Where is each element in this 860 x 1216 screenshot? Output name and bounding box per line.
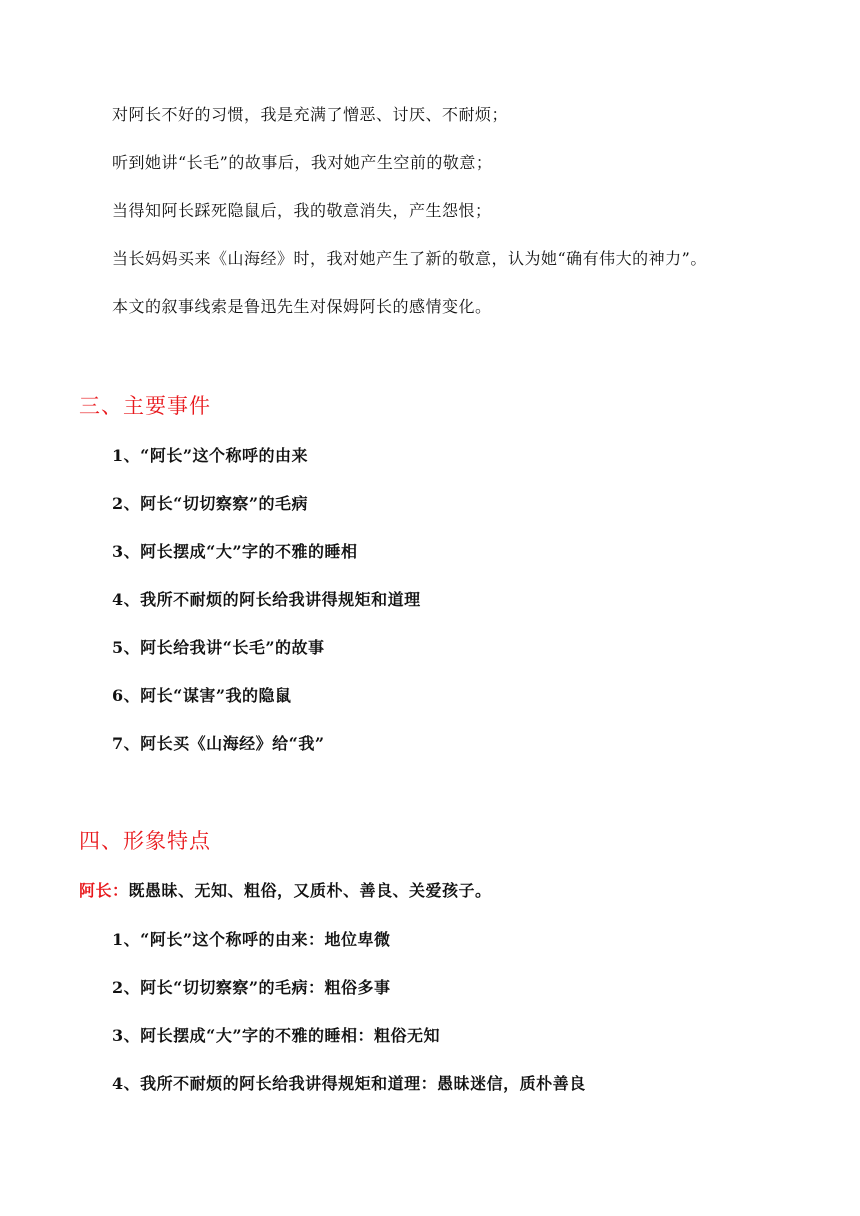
events-heading: 三、主要事件 xyxy=(79,394,211,418)
trait-item-2: 2、阿长“切切察察”的毛病：粗俗多事 xyxy=(112,978,391,997)
role-summary-line xyxy=(79,880,492,902)
event-item-6: 6、阿长“谋害”我的隐鼠 xyxy=(112,686,292,705)
event-item-2: 2、阿长“切切察察”的毛病 xyxy=(112,494,309,513)
event-item-3: 3、阿长摆成“大”字的不雅的睡相 xyxy=(112,542,358,561)
event-item-1: 1、“阿长”这个称呼的由来 xyxy=(112,446,309,465)
clue-line-2: 听到她讲“长毛”的故事后，我对她产生空前的敬意； xyxy=(112,153,493,172)
event-item-7: 7、阿长买《山海经》给“我” xyxy=(112,734,325,753)
event-item-4: 4、我所不耐烦的阿长给我讲得规矩和道理 xyxy=(112,590,421,609)
event-item-5: 5、阿长给我讲“长毛”的故事 xyxy=(112,638,325,657)
trait-item-4: 4、我所不耐烦的阿长给我讲得规矩和道理：愚昧迷信，质朴善良 xyxy=(112,1074,586,1093)
clue-line-4: 当长妈妈买来《山海经》时，我对她产生了新的敬意，认为她“确有伟大的神力”。 xyxy=(112,249,707,268)
trait-item-3: 3、阿长摆成“大”字的不雅的睡相：粗俗无知 xyxy=(112,1026,441,1045)
clue-line-3: 当得知阿长踩死隐鼠后，我的敬意消失，产生怨恨； xyxy=(112,201,492,220)
role-summary: 既愚昧、无知、粗俗，又质朴、善良、关爱孩子。 xyxy=(128,881,492,900)
clue-line-5: 本文的叙事线索是鲁迅先生对保姆阿长的感情变化。 xyxy=(112,297,492,316)
traits-heading: 四、形象特点 xyxy=(79,829,211,853)
trait-item-1: 1、“阿长”这个称呼的由来：地位卑微 xyxy=(112,930,391,949)
role-name: 阿长： xyxy=(79,881,129,900)
clue-line-1: 对阿长不好的习惯，我是充满了憎恶、讨厌、不耐烦； xyxy=(112,105,509,124)
